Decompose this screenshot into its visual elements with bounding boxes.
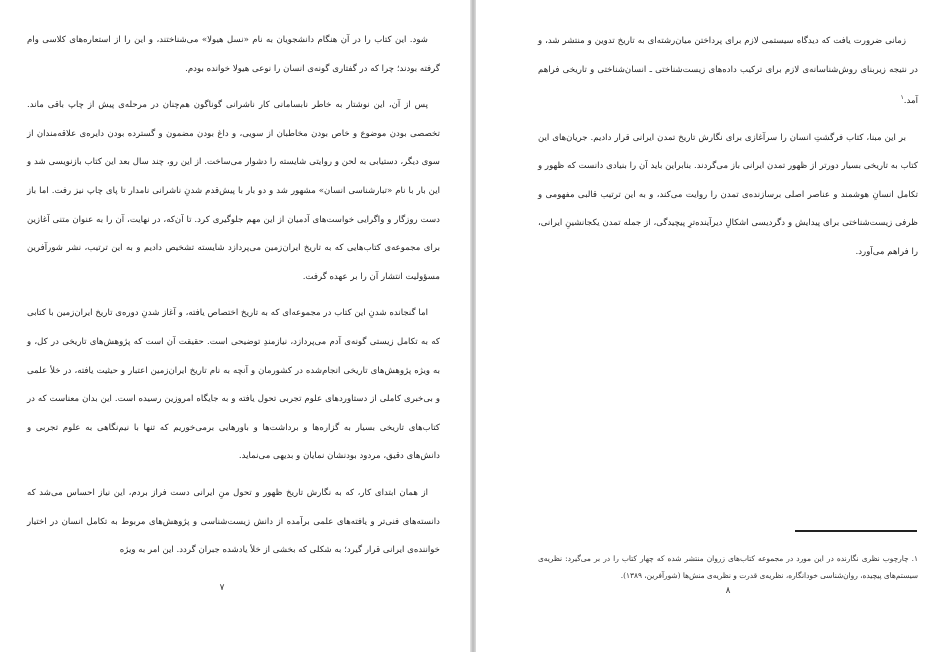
footnote-separator <box>795 530 917 532</box>
footnote-marker: ۱ <box>900 94 904 102</box>
right-paragraph-2: بر این مبنا، کتاب فرگشتِ انسان را سرآغازی برای نگارش تاریخ تمدن ایرانی قرار دادیم. جریان‌های این کتاب به تاریخی بسیار دورتر از ظهور تمدن ایرانی باز می‌گردند. بنابراین باید آن را بنیادی دانست که ظهور و تکامل انسانِ هوشمند و عناصر اصلی برسازنده‌ی تمدن را روایت می‌کند، و به این ترتیب قالبی مفهومی و ظرفی زیست‌شناختی برای پیدایش و دگردیسی اشکالِ دیرآینده‌ترِ پیچیدگی، از جمله تمدن یکجانشینِ ایرانی، را فراهم می‌آورد. <box>538 132 918 258</box>
left-paragraph-3: اما گنجانده شدنِ این کتاب در مجموعه‌ای که به تاریخ اختصاص یافته، و آغاز شدنِ دوره‌ی تاریخ ایران‌زمین با کتابی که به تکامل زیستی گونه‌ی آدم می‌پردازد، نیازمندِ توضیحی است. حقیقت آن است که پژوهش‌های تاریخی در کل، و به ویژه پژوهش‌های تاریخی انجام‌شده در کشورمان و آنچه به نام تاریخ ایران‌زمین اعتبار و حیثیت یافته، در خلأ علمی و بی‌خبری کاملی از دستاوردهای علوم تجربی تحول یافته و به جایگاه امروزین رسیده است. این بدان معناست که در کتاب‌های تاریخی بسیار به گزاره‌ها و برداشت‌ها و باورهایی برمی‌خوریم که تنها با نیم‌نگاهی به علوم تجربی و دانش‌های دقیق، مردود بودنشان نمایان و بدیهی می‌نماید. <box>27 308 440 462</box>
right-paragraph-1-text: زمانی ضرورت یافت که دیدگاه سیستمی لازم برای پرداختن میان‌رشته‌ای به تاریخ تدوین و منتشر شد، و در نتیجه زیربنای روش‌شناسانه‌ی لازم برای ترکیب داده‌های زیست‌شناختی ـ انسان‌شناختی و تاریخی فراهم آمد. <box>538 36 918 107</box>
left-page-body <box>27 26 440 565</box>
left-paragraph-4: از همان ابتدای کار، که به نگارش تاریخ ظهور و تحول منِ ایرانی دست فراز بردم، این نیاز احساس می‌شد که دانسته‌های فنی‌تر و یافته‌های علمی برآمده از دانش زیست‌شناسی و پژوهش‌های مربوط به تکامل انسان در اختیار خواننده‌ی ایرانی قرار گیرد؛ به شکلی که بخشی از خلأ یادشده جبران گردد. این امر به ویژه <box>27 487 440 556</box>
footnote: ۱. چارچوب نظری نگارنده در این مورد در مجموعه کتاب‌های زروان منتشر شده که چهار کتاب را در بر می‌گیرد: نظریه‌ی سیستم‌های پیچیده، روان‌شناسی خودانگاره، نظریه‌ی قدرت و نظریه‌ی منش‌ها (شورآفرین، ۱۳۸۹). <box>538 554 918 580</box>
left-paragraph-2: پس از آن، این نوشتار به خاطر نابسامانی کار ناشرانی گوناگون هم‌چنان در مرحله‌ی پیش از چاپ باقی ماند. تخصصی بودن موضوع و خاص بودن مخاطبان از سویی، و داغ بودن مضمون و گسترده بودن دایره‌ی علاقه‌مندان از سوی دیگر، دستیابی به لحن و روایتی شایسته را دشوار می‌ساخت. از این رو، چند سال بعد این کتاب بازنویسی شد و این بار با نام «تبارشناسی انسان» مشهور شد و دو بار با پیش‌قدم شدنِ ناشرانی نامدار تا پای چاپ نیز رفت. اما باز دست روزگار و واگرایی خواست‌های آدمیان از این مهم جلوگیری کرد. تا آن‌که، در نهایت، آن را به عنوان متنی آغازین برای مجموعه‌ی کتاب‌هایی که به تاریخ ایران‌زمین می‌پردازد شایسته تشخیص دادیم و به این ترتیب، نشر شورآفرین مسؤولیت انتشار آن را بر عهده گرفت. <box>27 100 440 282</box>
left-page <box>0 0 472 652</box>
left-page-number: ۷ <box>219 583 225 593</box>
right-page-body <box>538 27 918 267</box>
left-paragraph-1: شود. این کتاب را در آن هنگام دانشجویان به نام «نسل هیولا» می‌شناختند، و این را از استعاره‌های کلاسی وام گرفته بودند؛ چرا که در گفتاری گونه‌ی انسان را نوعی هیولا خوانده بودم. <box>27 35 440 74</box>
right-paragraph-1 <box>538 27 918 116</box>
right-page-number: ۸ <box>725 586 731 596</box>
